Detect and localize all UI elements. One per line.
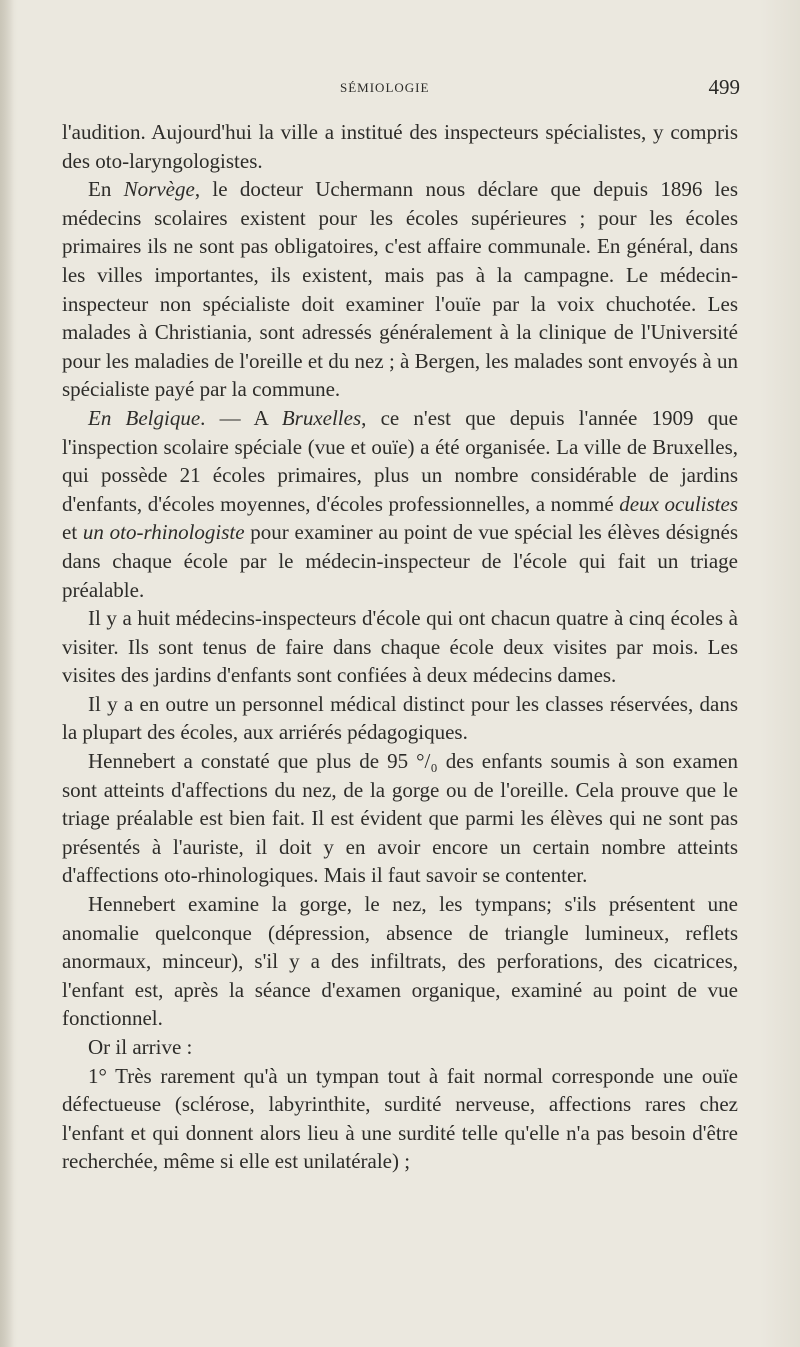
text-run: Or il arrive : <box>88 1035 193 1059</box>
italic-text: En Belgique <box>88 405 201 430</box>
text-run: . — A <box>200 405 282 430</box>
text-run: Hennebert examine la gorge, le nez, les tympans; s'ils présentent une anomalie quelconque (dépression, absence de triangle lumineux, reflets anormaux, minceur), s'il y a des infiltrats, des perforations, des cicatrices, l'enfant est, après la séance d'examen organique, examiné au point de vue fonctionnel. <box>62 892 738 1031</box>
binding-shadow <box>0 0 14 1347</box>
paragraph <box>62 747 738 890</box>
text-run: , ce n'est que depuis l'année 1909 que l'inspection scolaire spéciale (vue et ouïe) a été organisée. La ville de Bruxelles, qui possède 21 écoles primaires, plus un nombre considérable de jardins d'enfants, d'écoles moyennes, d'écoles professionnelles, a nommé <box>62 405 738 516</box>
italic-text: Bruxelles <box>281 405 362 430</box>
text-run: l'audition. Aujourd'hui la ville a institué des inspecteurs spécialistes, y compris des oto-laryngologistes. <box>62 120 738 173</box>
paragraph <box>62 1062 738 1176</box>
paragraph <box>62 690 738 747</box>
running-title: SÉMIOLOGIE <box>340 80 430 95</box>
paragraph <box>62 1033 738 1062</box>
italic-text: un oto-rhinologiste <box>82 520 245 545</box>
italic-text: Norvège <box>123 177 195 202</box>
text-run: , le docteur Uchermann nous déclare que depuis 1896 les médecins scolaires existent pour les écoles supérieures ; pour les écoles primaires ils ne sont pas obligatoires, c'est affaire communale. En général, dans les villes importantes, ils existent, mais pas à la campagne. Le médecin-inspecteur non spécialiste doit examiner l'ouïe par la voix chuchotée. Les malades à Christiania, sont adressés généralement à la clinique de l'Université pour les maladies de l'oreille et du nez ; à Bergen, les malades sont envoyés à un spécialiste payé par la commune. <box>62 177 738 402</box>
page-header <box>0 75 800 110</box>
text-run: pour examiner au point de vue spécial les élèves désignés dans chaque école par le médecin-inspecteur de l'école qui fait un triage préalable. <box>62 520 739 602</box>
text-run: Hennebert a constaté que plus de 95 °/₀ des enfants soumis à son examen sont atteints d'affections du nez, de la gorge ou de l'oreille. Cela prouve que le triage préalable est bien fait. Il est évident que parmi les élèves qui ne sont pas présentés à l'auriste, il doit y en avoir encore un certain nombre atteints d'affections oto-rhinologiques. Mais il faut savoir se contenter. <box>62 749 738 888</box>
text-run: Il y a huit médecins-inspecteurs d'école qui ont chacun quatre à cinq écoles à visiter. Ils sont tenus de faire dans chaque école deux visites par mois. Les visites des jardins d'enfants sont confiées à deux médecins dames. <box>62 606 738 688</box>
page-number: 499 <box>708 75 740 99</box>
italic-text: deux oculistes <box>619 491 738 516</box>
paragraph <box>62 175 738 404</box>
text-run: En <box>88 177 124 202</box>
paragraph <box>62 604 738 690</box>
body-text <box>62 118 738 1176</box>
paragraph <box>62 890 738 1033</box>
paragraph <box>62 404 738 604</box>
text-run: Il y a en outre un personnel médical distinct pour les classes réservées, dans la plupart des écoles, aux arriérés pédagogiques. <box>62 691 738 745</box>
text-run: 1° Très rarement qu'à un tympan tout à fait normal corresponde une ouïe défectueuse (sclérose, labyrinthite, surdité nerveuse, affections rares chez l'enfant et qui donnent alors lieu à une surdité telle qu'elle n'a pas besoin d'être recherchée, même si elle est unilatérale) ; <box>62 1063 738 1174</box>
paragraph <box>62 118 738 175</box>
text-run: et <box>62 520 83 545</box>
